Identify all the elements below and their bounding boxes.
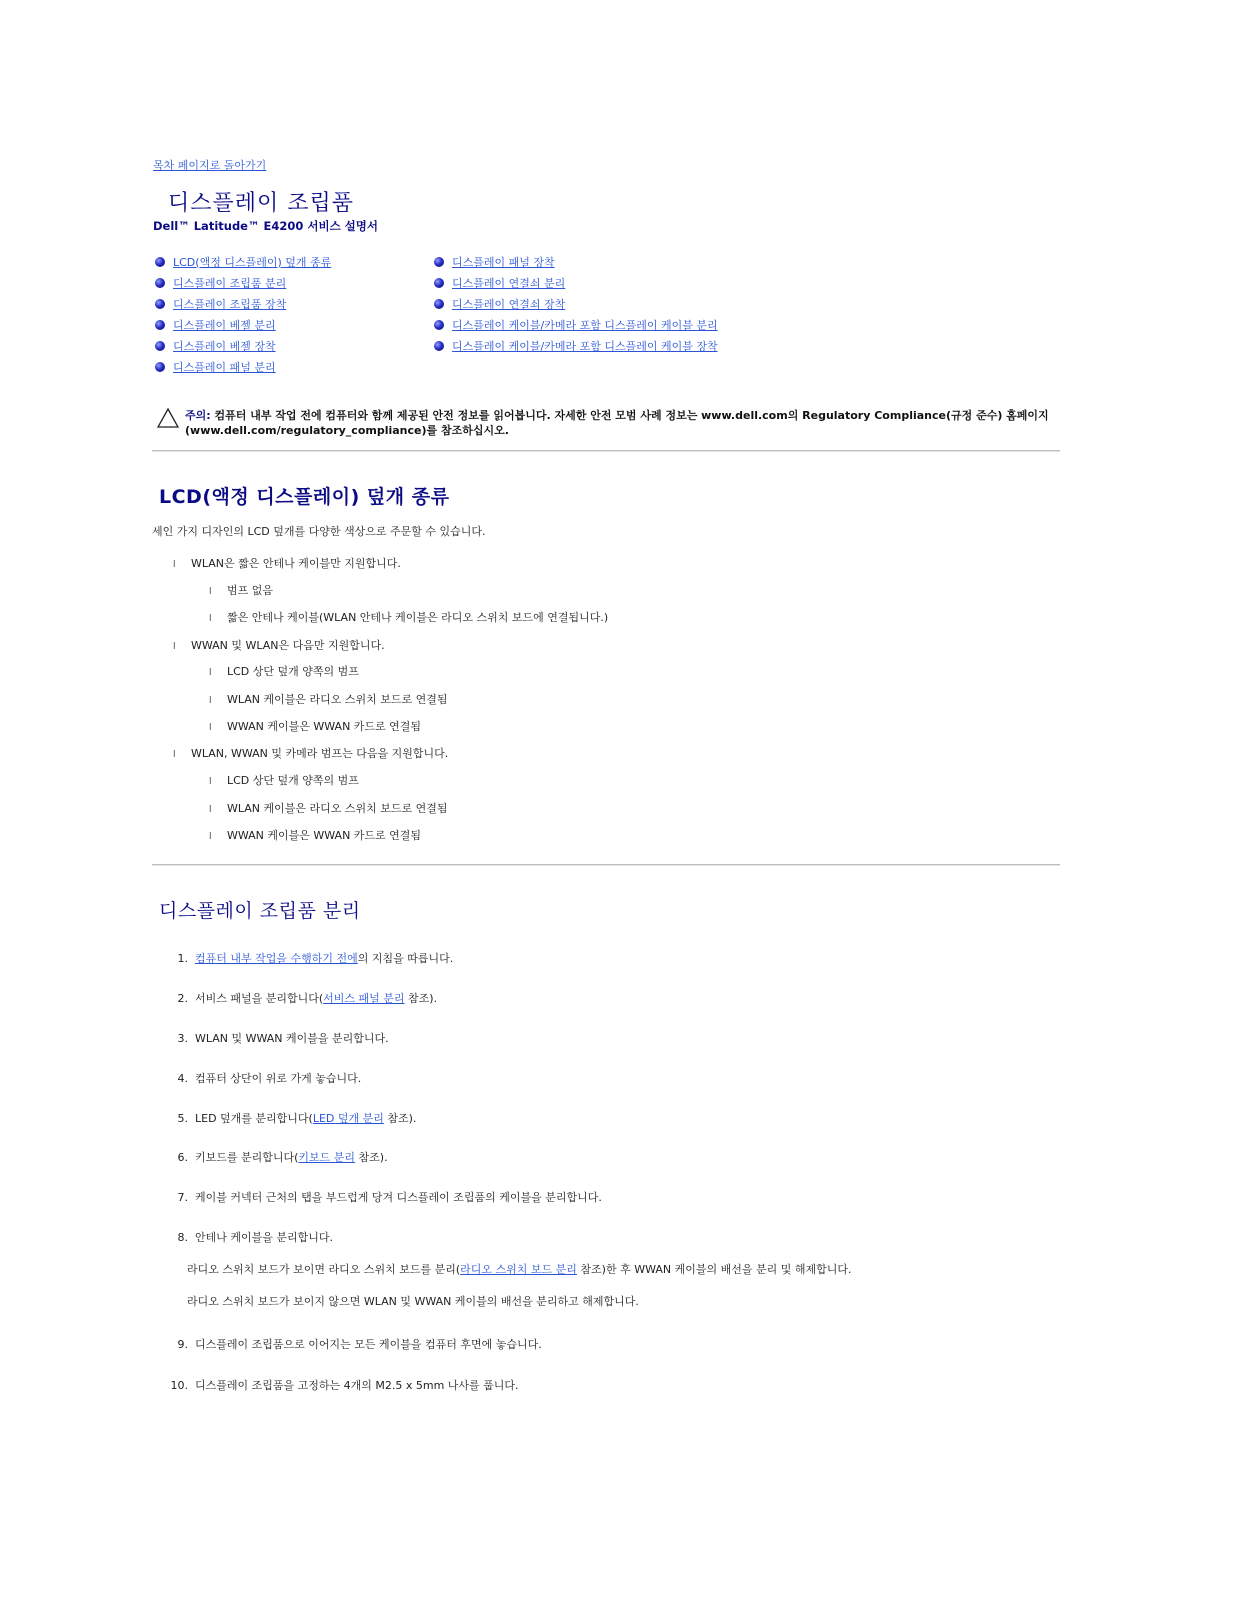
- step-link[interactable]: 라디오 스위치 보드 분리: [460, 1263, 577, 1276]
- toc-link[interactable]: 디스플레이 패널 분리: [173, 360, 276, 374]
- section-heading-lcd-cover: LCD(액정 디스플레이) 덮개 종류: [159, 486, 450, 508]
- step-link[interactable]: LED 덮개 분리: [312, 1112, 384, 1125]
- page-title: 디스플레이 조립품: [168, 191, 355, 216]
- list-subitem: l LCD 상단 덮개 양쪽의 범프: [209, 774, 359, 787]
- toc-link[interactable]: 디스플레이 연결쇠 분리: [452, 276, 566, 290]
- caution-label: 주의:: [185, 409, 211, 422]
- toc-item: [155, 272, 331, 293]
- list-subitem: l LCD 상단 덮개 양쪽의 범프: [209, 665, 359, 678]
- bullet-icon: [434, 299, 444, 309]
- toc-link[interactable]: 디스플레이 베젤 분리: [173, 318, 276, 332]
- step-item: 10. 디스플레이 조립품을 고정하는 4개의 M2.5 x 5mm 나사를 풉니다.: [170, 1379, 519, 1392]
- toc-link[interactable]: LCD(액정 디스플레이) 덮개 종류: [173, 255, 332, 269]
- bullet-icon: [155, 362, 165, 372]
- toc-item: [434, 272, 718, 293]
- step-item: 4. 컴퓨터 상단이 위로 가게 놓습니다.: [177, 1072, 362, 1085]
- caution-text: [185, 408, 1052, 438]
- toc-item: [434, 293, 718, 314]
- warning-triangle-icon: [157, 408, 179, 428]
- step-item: 5. LED 덮개를 분리합니다(LED 덮개 분리 참조).: [177, 1112, 417, 1125]
- step-item: 2. 서비스 패널을 분리합니다(서비스 패널 분리 참조).: [177, 992, 438, 1005]
- toc-link[interactable]: 디스플레이 패널 장착: [452, 255, 555, 269]
- toc-link[interactable]: 디스플레이 케이블/카메라 포함 디스플레이 케이블 분리: [452, 318, 718, 332]
- section-heading-display-removal: 디스플레이 조립품 분리: [159, 900, 361, 922]
- step-item: 1. 컴퓨터 내부 작업을 수행하기 전에의 지침을 따릅니다.: [177, 952, 454, 965]
- step-item: 8. 안테나 케이블을 분리합니다.: [177, 1231, 334, 1244]
- step-item: 7. 케이블 커넥터 근처의 탭을 부드럽게 당겨 디스플레이 조립품의 케이블을 분리합니다.: [177, 1191, 602, 1204]
- caution-body: 컴퓨터 내부 작업 전에 컴퓨터와 함께 제공된 안전 정보를 읽어봅니다. 자세한 안전 모범 사례 정보는 www.dell.com의 Regulatory Compliance(규정 준수) 홈페이지(www.dell.com/regulatory_compliance)를 참조하십시오.: [185, 409, 1049, 437]
- toc-item: [155, 293, 331, 314]
- toc-left-column: [155, 251, 331, 377]
- list-subitem: l WLAN 케이블은 라디오 스위치 보드로 연결됨: [209, 802, 448, 815]
- bullet-icon: [434, 257, 444, 267]
- toc-item: [155, 251, 331, 272]
- list-item: l WWAN 및 WLAN은 다음만 지원합니다.: [173, 639, 385, 652]
- list-subitem: l WWAN 케이블은 WWAN 카드로 연결됨: [209, 829, 422, 842]
- section-divider: [152, 864, 1060, 866]
- bullet-icon: [155, 278, 165, 288]
- toc-item: [155, 314, 331, 335]
- bullet-icon: [434, 320, 444, 330]
- list-subitem: l WLAN 케이블은 라디오 스위치 보드로 연결됨: [209, 693, 448, 706]
- bullet-icon: [155, 299, 165, 309]
- step-link[interactable]: 컴퓨터 내부 작업을 수행하기 전에: [195, 952, 358, 965]
- step-item: 6. 키보드를 분리합니다(키보드 분리 참조).: [177, 1151, 388, 1164]
- toc-link[interactable]: 디스플레이 베젤 장착: [173, 339, 276, 353]
- lcd-intro-text: 세인 가지 디자인의 LCD 덮개를 다양한 색상으로 주문할 수 있습니다.: [152, 525, 486, 538]
- back-to-contents-link[interactable]: 목차 페이지로 돌아가기: [153, 159, 267, 172]
- step-link[interactable]: 서비스 패널 분리: [323, 992, 405, 1005]
- bullet-icon: [155, 257, 165, 267]
- step-item: 9. 디스플레이 조립품으로 이어지는 모든 케이블을 컴퓨터 후면에 놓습니다.: [177, 1338, 542, 1351]
- toc-link[interactable]: 디스플레이 케이블/카메라 포함 디스플레이 케이블 장착: [452, 339, 718, 353]
- bullet-icon: [155, 341, 165, 351]
- toc-link[interactable]: 디스플레이 조립품 분리: [173, 276, 287, 290]
- step-8-note: 라디오 스위치 보드가 보이지 않으면 WLAN 및 WWAN 케이블의 배선을 분리하고 해제합니다.: [187, 1295, 639, 1308]
- toc-item: [155, 356, 331, 377]
- step-8-note: 라디오 스위치 보드가 보이면 라디오 스위치 보드를 분리(라디오 스위치 보드 분리 참조)한 후 WWAN 케이블의 배선을 분리 및 해제합니다.: [187, 1263, 852, 1276]
- bullet-icon: [155, 320, 165, 330]
- toc-item: [434, 314, 718, 335]
- toc-link[interactable]: 디스플레이 조립품 장착: [173, 297, 287, 311]
- toc-link[interactable]: 디스플레이 연결쇠 장착: [452, 297, 566, 311]
- manual-subtitle: Dell™ Latitude™ E4200 서비스 설명서: [153, 219, 379, 233]
- caution-notice: [157, 408, 1052, 438]
- bullet-icon: [434, 341, 444, 351]
- step-item: 3. WLAN 및 WWAN 케이블을 분리합니다.: [177, 1032, 389, 1045]
- toc-item: [155, 335, 331, 356]
- section-divider: [152, 450, 1060, 452]
- toc-item: [434, 251, 718, 272]
- toc-right-column: [434, 251, 718, 356]
- list-item: l WLAN은 짧은 안테나 케이블만 지원합니다.: [173, 557, 401, 570]
- list-item: l WLAN, WWAN 및 카메라 범프는 다음을 지원합니다.: [173, 747, 449, 760]
- list-subitem: l 짧은 안테나 케이블(WLAN 안테나 케이블은 라디오 스위치 보드에 연결됩니다.): [209, 611, 609, 624]
- list-subitem: l 범프 없음: [209, 584, 274, 597]
- bullet-icon: [434, 278, 444, 288]
- list-subitem: l WWAN 케이블은 WWAN 카드로 연결됨: [209, 720, 422, 733]
- toc-item: [434, 335, 718, 356]
- step-link[interactable]: 키보드 분리: [298, 1151, 356, 1164]
